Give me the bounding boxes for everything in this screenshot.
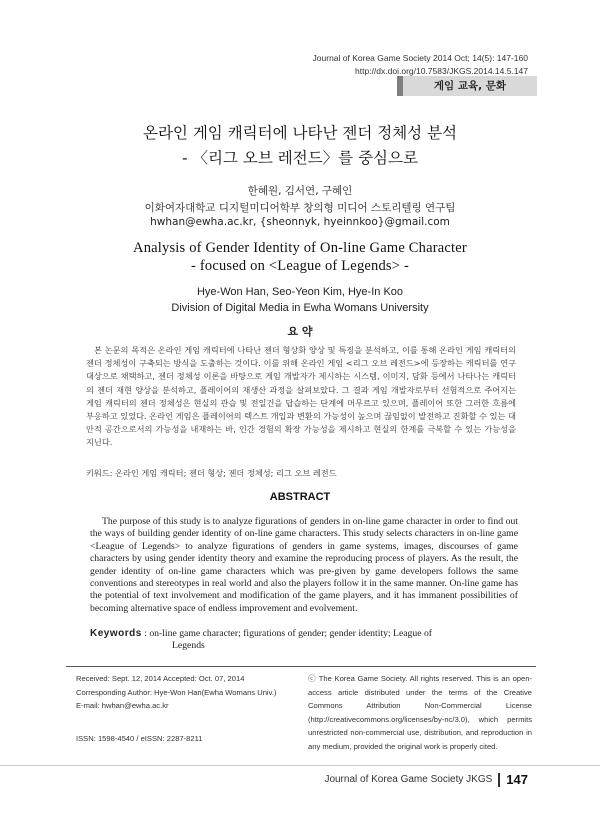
- received-accepted-dates: Received: Sept. 12, 2014 Accepted: Oct. 07, 2014: [76, 674, 245, 683]
- author-emails: hwhan@ewha.ac.kr, {sheonnyk, hyeinnkoo}@gmail.com: [150, 216, 450, 228]
- journal-header: [313, 52, 528, 78]
- category-label: 게임 교육, 문화: [433, 80, 507, 92]
- english-abstract-heading: ABSTRACT: [269, 491, 331, 503]
- journal-citation: Journal of Korea Game Society 2014 Oct; 14(5): 147-160: [312, 53, 528, 63]
- contact-email: E-mail: hwhan@ewha.ac.kr: [76, 701, 169, 710]
- english-affiliation: Division of Digital Media in Ewha Womans University: [171, 302, 429, 314]
- category-banner: [397, 76, 537, 96]
- korean-abstract-heading: 요 약: [287, 325, 313, 338]
- page-number: 147: [506, 772, 528, 787]
- english-author-names: Hye-Won Han, Seo-Yeon Kim, Hye-In Koo: [196, 286, 404, 298]
- footer-separator: [498, 773, 500, 787]
- corresponding-author: Corresponding Author: Hye-Won Han(Ewha Womans Univ.): [76, 687, 277, 697]
- journal-doi: http://dx.doi.org/10.7583/JKGS.2014.14.5.147: [355, 66, 528, 76]
- korean-title-line2: - 〈리그 오브 레전드〉를 중심으로: [182, 149, 418, 167]
- footnote-divider: [66, 666, 536, 667]
- english-abstract-body: The purpose of this study is to analyze figurations of genders in on-line game character in order to find out the ways of building gender identity of on-line game characters. This study selects characters in on-line game <League of Legends> to analyze figurations of genders in game systems, images, discourses of game characters by using gender identity theory and examine the reproducing process of players. As the result, the gender identity of on-line game characters which was pre-given by game developers follows the same conventions and stereotypes in real world and also the players follow it in the same manner. On-line game has the potential of text involvement and modification of the game players, and it has immanent possibilities of becoming alternative space of endless improvement and evolvement.: [90, 516, 518, 614]
- issn: ISSN: 1598-4540 / eISSN: 2287-8211: [76, 734, 203, 743]
- english-keywords: [90, 628, 490, 653]
- korean-keywords: 키워드: 온라인 게임 캐릭터; 젠더 형상; 젠더 정체성; 리그 오브 레전드: [86, 468, 337, 478]
- page-footer: [324, 772, 528, 787]
- copyright-notice: ⓒ The Korea Game Society. All rights reserved. This is an open-access article distributed under the terms of the Creative Commons Attribution Non-Commercial License (http://creativecommons.org/licenses/by-nc/3.0), which permits unrestricted non-commercial use, distribution, and reproduction in any medium, provided the original work is properly cited.: [308, 674, 532, 751]
- submission-info: [76, 672, 296, 713]
- footer-divider: [0, 765, 600, 766]
- english-title-line1: Analysis of Gender Identity of On-line Game Character: [133, 240, 467, 256]
- korean-affiliation: 이화여자대학교 디지털미디어학부 창의형 미디어 스토리텔링 연구팀: [144, 202, 456, 214]
- keywords-label: Keywords: [90, 628, 142, 639]
- keywords-text-line2: Legends: [172, 640, 205, 652]
- korean-abstract-body: 본 논문의 목적은 온라인 게임 캐릭터에 나타난 젠더 형상화 양상 및 특징을 분석하고, 이를 통해 온라인 게임 캐릭터의 젠더 정체성이 구축되는 방식을 도출하는 것이다. 이를 위해 온라인 게임 <리그 오브 레전드>에 등장하는 캐릭터를 연구 대상으로 채택하고, 젠더 정체성 이론을 바탕으로 게임 개발자가 제시하는 시스템, 이미지, 담화 등에서 나타나는 캐릭터의 젠더 재현 양상을 분석하고, 플레이어의 재생산 과정을 살펴보았다. 그 결과 게임 개발자로부터 선험적으로 주어지는 게임 캐릭터의 젠더 정체성은 현실의 관습 및 전일건을 답습하는 단계에 머무르고 있으며, 플레이어 또한 그러한 흐름에 부응하고 있었다. 온라인 게임은 플레이어의 텍스트 개입과 변환의 가능성이 높으며 끊임없이 발전하고 진화할 수 있는 대안적 공간으로서의 가능성을 내재하는 바, 인간 경험의 확장 가능성을 제시하고 현실의 한계를 극복할 수 있는 가능성을 지닌다.: [86, 345, 516, 448]
- korean-title-line1: 온라인 게임 캐릭터에 나타난 젠더 정체성 분석: [142, 124, 458, 142]
- footer-journal-name: Journal of Korea Game Society JKGS: [324, 774, 493, 785]
- korean-author-names: 한혜원, 김서연, 구혜인: [247, 185, 353, 197]
- english-title-line2: - focused on <League of Legends> -: [190, 258, 410, 274]
- keywords-text-line1: : on-line game character; figurations of gender; gender identity; League of: [144, 628, 433, 639]
